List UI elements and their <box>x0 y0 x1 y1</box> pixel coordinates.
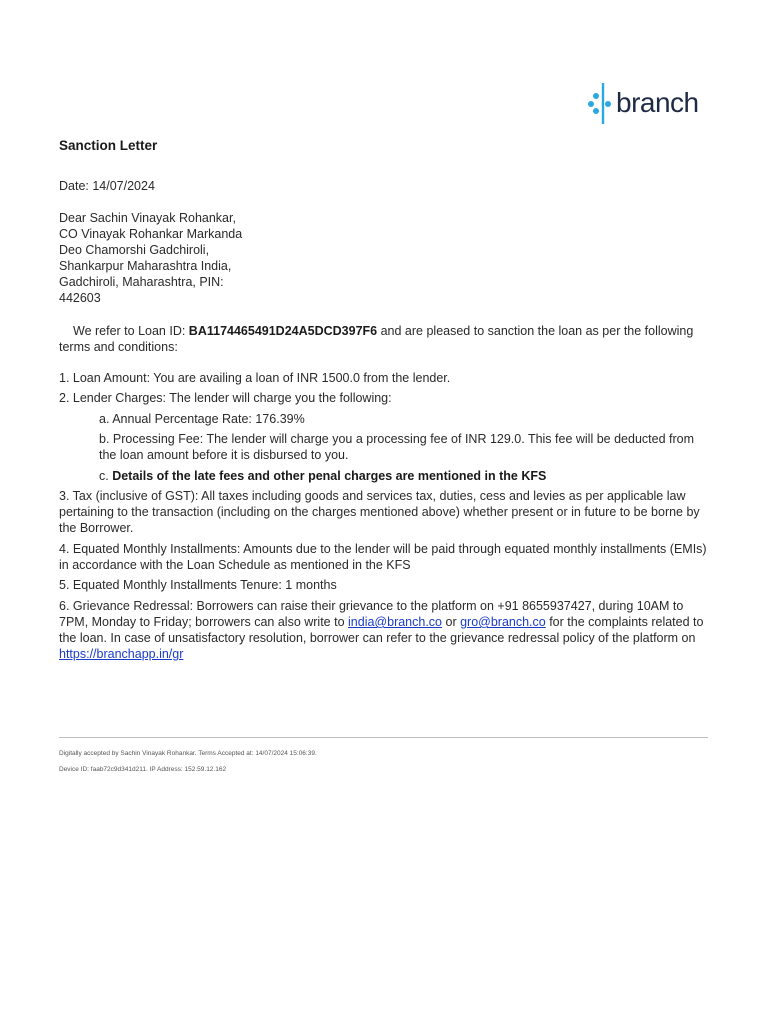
intro-paragraph <box>59 323 709 355</box>
term-loan-amount: 1. Loan Amount: You are availing a loan of INR 1500.0 from the lender. <box>59 371 451 385</box>
brand-name: branch <box>616 87 699 118</box>
term-lender-charges: 2. Lender Charges: The lender will charge you the following: <box>59 391 392 405</box>
grievance-or: or <box>442 615 461 629</box>
gro-email-link[interactable]: gro@branch.co <box>460 615 546 629</box>
term-emi-tenure: 5. Equated Monthly Installments Tenure: 1 months <box>59 578 337 592</box>
grievance-policy-link[interactable]: https://branchapp.in/gr <box>59 647 184 661</box>
intro-suffix: and are pleased to sanction the loan as per the following terms and conditions: <box>59 324 694 354</box>
term-penal-charges <box>99 468 709 484</box>
branch-logo-icon <box>586 80 612 126</box>
address-line: Shankarpur Maharashtra India, <box>59 259 232 273</box>
address-line: Gadchiroli, Maharashtra, PIN: <box>59 275 224 289</box>
acceptance-line: Digitally accepted by Sachin Vinayak Rohankar. Terms Accepted at: 14/07/2024 15:06:39. <box>59 750 317 757</box>
term-apr: a. Annual Percentage Rate: 176.39% <box>99 412 305 426</box>
intro-prefix: We refer to Loan ID: <box>73 324 189 338</box>
footer-divider <box>59 737 708 738</box>
page-title: Sanction Letter <box>59 138 158 153</box>
term-processing-fee: b. Processing Fee: The lender will charge you a processing fee of INR 129.0. This fee will be deducted from the loan amount before it is disbursed to you. <box>99 432 694 462</box>
grievance-text-1: 6. Grievance Redressal: Borrowers can raise their grievance to the platform on +91 8655937427, during 10AM to 7PM, Monday to Friday; borrowers can also write to <box>59 599 684 629</box>
grievance-text-2: for the complaints related to the loan. In case of unsatisfactory resolution, borrower can refer to the grievance redressal policy of the platform on <box>59 615 704 645</box>
term-emi: 4. Equated Monthly Installments: Amounts due to the lender will be paid through equated monthly installments (EMIs) in accordance with the Loan Schedule as mentioned in the KFS <box>59 542 707 572</box>
loan-id: BA1174465491D24A5DCD397F6 <box>188 324 378 338</box>
term-penal-prefix: c. <box>99 469 113 483</box>
address-line: 442603 <box>59 291 101 305</box>
india-email-link[interactable]: india@branch.co <box>348 615 443 629</box>
device-line: Device ID: faab72c9d341d211. IP Address: 152.59.12.162 <box>59 766 227 773</box>
term-penal-text: Details of the late fees and other penal charges are mentioned in the KFS <box>112 469 547 483</box>
term-tax: 3. Tax (inclusive of GST): All taxes including goods and services tax, duties, cess and levies as per applicable law pertaining to the transaction (including on the charges mentioned above) whether present or in future to be borne by the Borrower. <box>59 489 700 535</box>
date-line: Date: 14/07/2024 <box>59 179 155 193</box>
address-line: Dear Sachin Vinayak Rohankar, <box>59 211 236 225</box>
address-line: Deo Chamorshi Gadchiroli, <box>59 243 210 257</box>
term-grievance <box>59 598 709 662</box>
branch-logo <box>586 80 699 126</box>
address-block <box>59 210 242 306</box>
address-line: CO Vinayak Rohankar Markanda <box>59 227 243 241</box>
